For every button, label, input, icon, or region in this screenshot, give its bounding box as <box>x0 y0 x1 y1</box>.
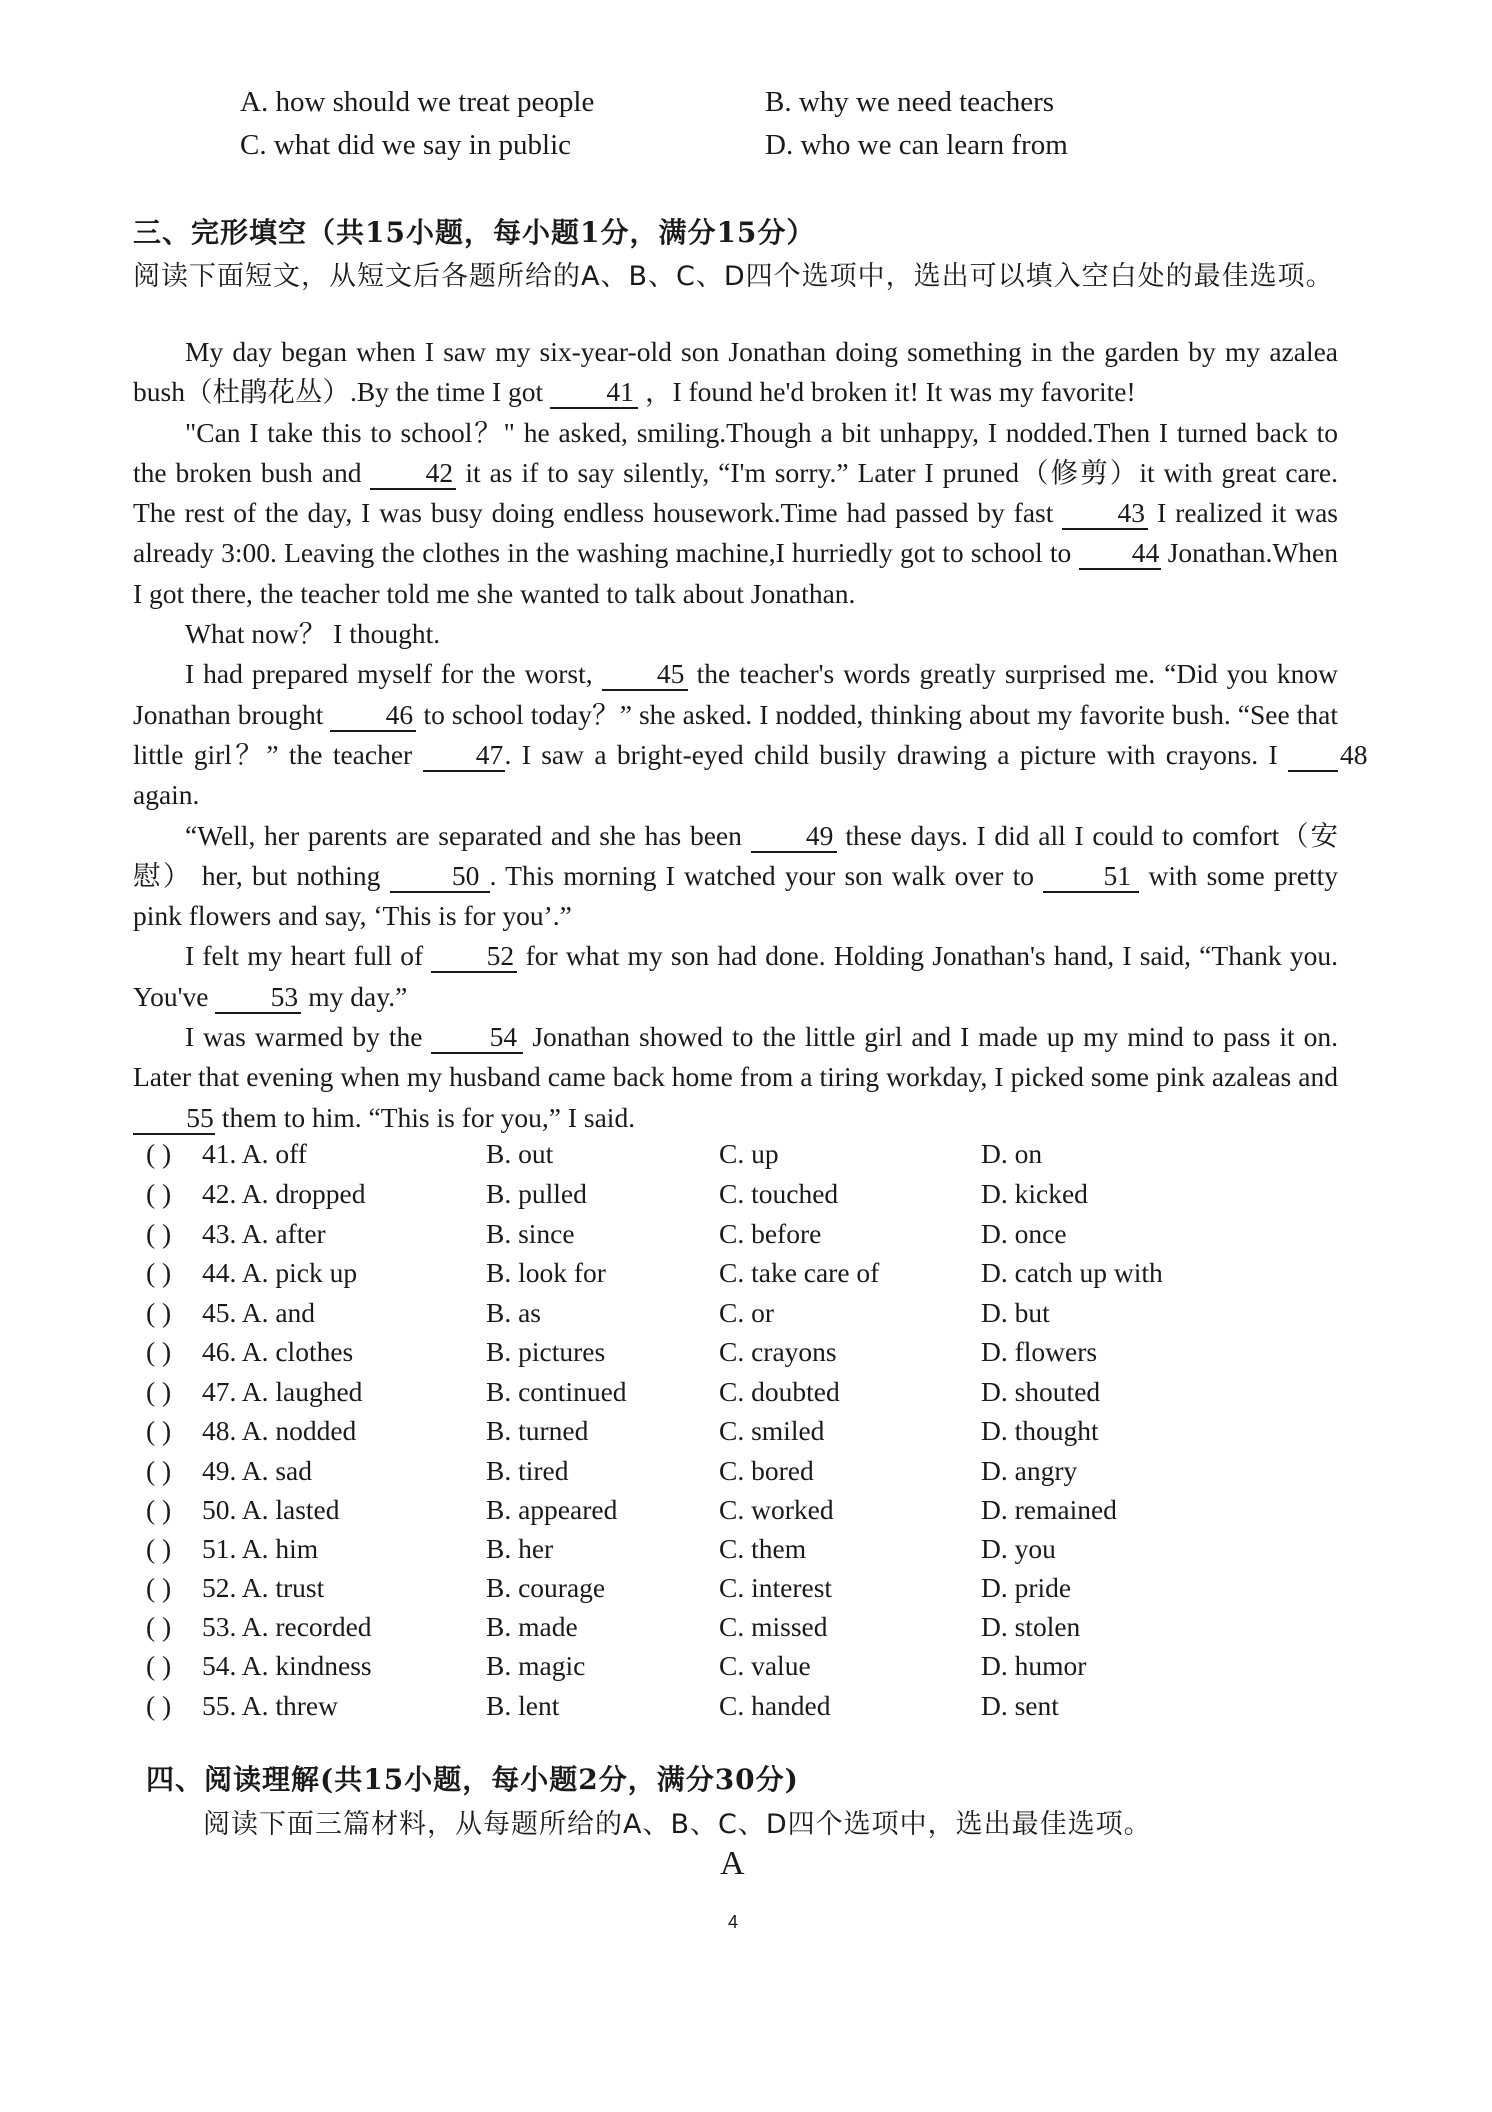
passage-paragraph-7: I was warmed by the 54 Jonathan showed to the little girl and I made up my mind to pass it on. Later that evening when my husband came back home from a tiring workday, I picked some pink azaleas and 55 them to him. “This is for you,” I said. <box>133 1021 1338 1133</box>
section4-title: 四、阅读理解(共15小题，每小题2分，满分30分) <box>146 1763 799 1796</box>
prev-option-d: D. who we can learn from <box>765 129 1068 161</box>
question-45: ( ) 45. A. and B. as C. or D. but <box>146 1297 1050 1328</box>
prev-option-c: C. what did we say in public <box>240 129 572 161</box>
page-number: 4 <box>728 1912 739 1932</box>
question-51: ( ) 51. A. him B. her C. them D. you <box>146 1533 1056 1564</box>
blank-55: 55 <box>133 1103 215 1135</box>
question-54: ( ) 54. A. kindness B. magic C. value D. humor <box>146 1650 1087 1681</box>
passage-paragraph-5: “Well, her parents are separated and she has been 49 these days. I did all I could to comfort（安慰） her, but nothing 50 . This morning I watched your son walk over to 51 with some pretty pink flowers and say, ‘This is for you’.” <box>133 819 1339 932</box>
question-42: ( ) 42. A. dropped B. pulled C. touched D. kicked <box>146 1178 1088 1209</box>
question-43: ( ) 43. A. after B. since C. before D. once <box>146 1218 1067 1249</box>
cloze-passage <box>133 332 1368 1138</box>
section3-title: 三、完形填空（共15小题，每小题1分，满分15分） <box>133 216 816 249</box>
passage-paragraph-1: My day began when I saw my six-year-old son Jonathan doing something in the garden by my azalea bush（杜鹃花丛）.By the time I got 41 ，I found he'd broken it! It was my favorite! <box>133 336 1338 408</box>
passage-paragraph-2: "Can I take this to school？" he asked, smiling.Though a bit unhappy, I nodded.Then I turned back to the broken bush and 42 it as if to say silently, “I'm sorry.” Later I pruned（修剪）it with great care. The rest of the day, I was busy doing endless housework.Time had passed by fast 43 I realized it was already 3:00. Leaving the clothes in the washing machine,I hurriedly got to school to 44 Jonathan.When I got there, the teacher told me she wanted to talk about Jonathan. <box>133 416 1338 609</box>
passage-paragraph-3: What now？ I thought. <box>185 618 441 650</box>
question-46: ( ) 46. A. clothes B. pictures C. crayons D. flowers <box>146 1336 1098 1367</box>
section4-instruction: 阅读下面三篇材料，从每题所给的A、B、C、D四个选项中，选出最佳选项。 <box>203 1809 1152 1840</box>
blank-44: 44 <box>1079 538 1161 570</box>
passage-paragraph-6: I felt my heart full of 52 for what my son had done. Holding Jonathan's hand, I said, “Thank you. You've 53 my day.” <box>133 940 1338 1012</box>
blank-54: 54 <box>431 1022 523 1054</box>
question-55: ( ) 55. A. threw B. lent C. handed D. sent <box>146 1690 1059 1721</box>
blank-43: 43 <box>1062 498 1148 530</box>
question-47: ( ) 47. A. laughed B. continued C. doubted D. shouted <box>146 1376 1101 1407</box>
prev-option-b: B. why we need teachers <box>765 86 1055 118</box>
question-41: ( ) 41. A. off B. out C. up D. on <box>146 1138 1043 1169</box>
blank-53: 53 <box>215 982 301 1014</box>
blank-48: 48 <box>1288 740 1338 772</box>
question-49: ( ) 49. A. sad B. tired C. bored D. angry <box>146 1455 1078 1486</box>
blank-42: 42 <box>370 458 456 490</box>
question-44: ( ) 44. A. pick up B. look for C. take care of D. catch up with <box>146 1257 1163 1288</box>
prev-option-a: A. how should we treat people <box>240 86 595 118</box>
passage-paragraph-4: I had prepared myself for the worst, 45 the teacher's words greatly surprised me. “Did you know Jonathan brought 46 to school today？” she asked. I nodded, thinking about my favorite bush. “See that little girl？” the teacher 47. I saw a bright-eyed child busily drawing a picture with crayons. I 48 again. <box>133 658 1368 811</box>
blank-52: 52 <box>431 941 517 973</box>
question-48: ( ) 48. A. nodded B. turned C. smiled D. thought <box>146 1415 1099 1446</box>
blank-46: 46 <box>330 700 416 732</box>
blank-41: 41 <box>550 377 638 409</box>
section3-instruction: 阅读下面短文，从短文后各题所给的A、B、C、D四个选项中，选出可以填入空白处的最佳选项。 <box>133 261 1334 292</box>
blank-49: 49 <box>751 821 837 853</box>
part-a-label: A <box>720 1845 745 1882</box>
blank-51: 51 <box>1043 861 1139 893</box>
blank-45: 45 <box>602 659 688 691</box>
question-52: ( ) 52. A. trust B. courage C. interest D. pride <box>146 1572 1072 1603</box>
question-53: ( ) 53. A. recorded B. made C. missed D. stolen <box>146 1611 1081 1642</box>
blank-50: 50 <box>390 861 490 893</box>
question-50: ( ) 50. A. lasted B. appeared C. worked D. remained <box>146 1494 1117 1525</box>
blank-47: 47 <box>423 740 505 772</box>
